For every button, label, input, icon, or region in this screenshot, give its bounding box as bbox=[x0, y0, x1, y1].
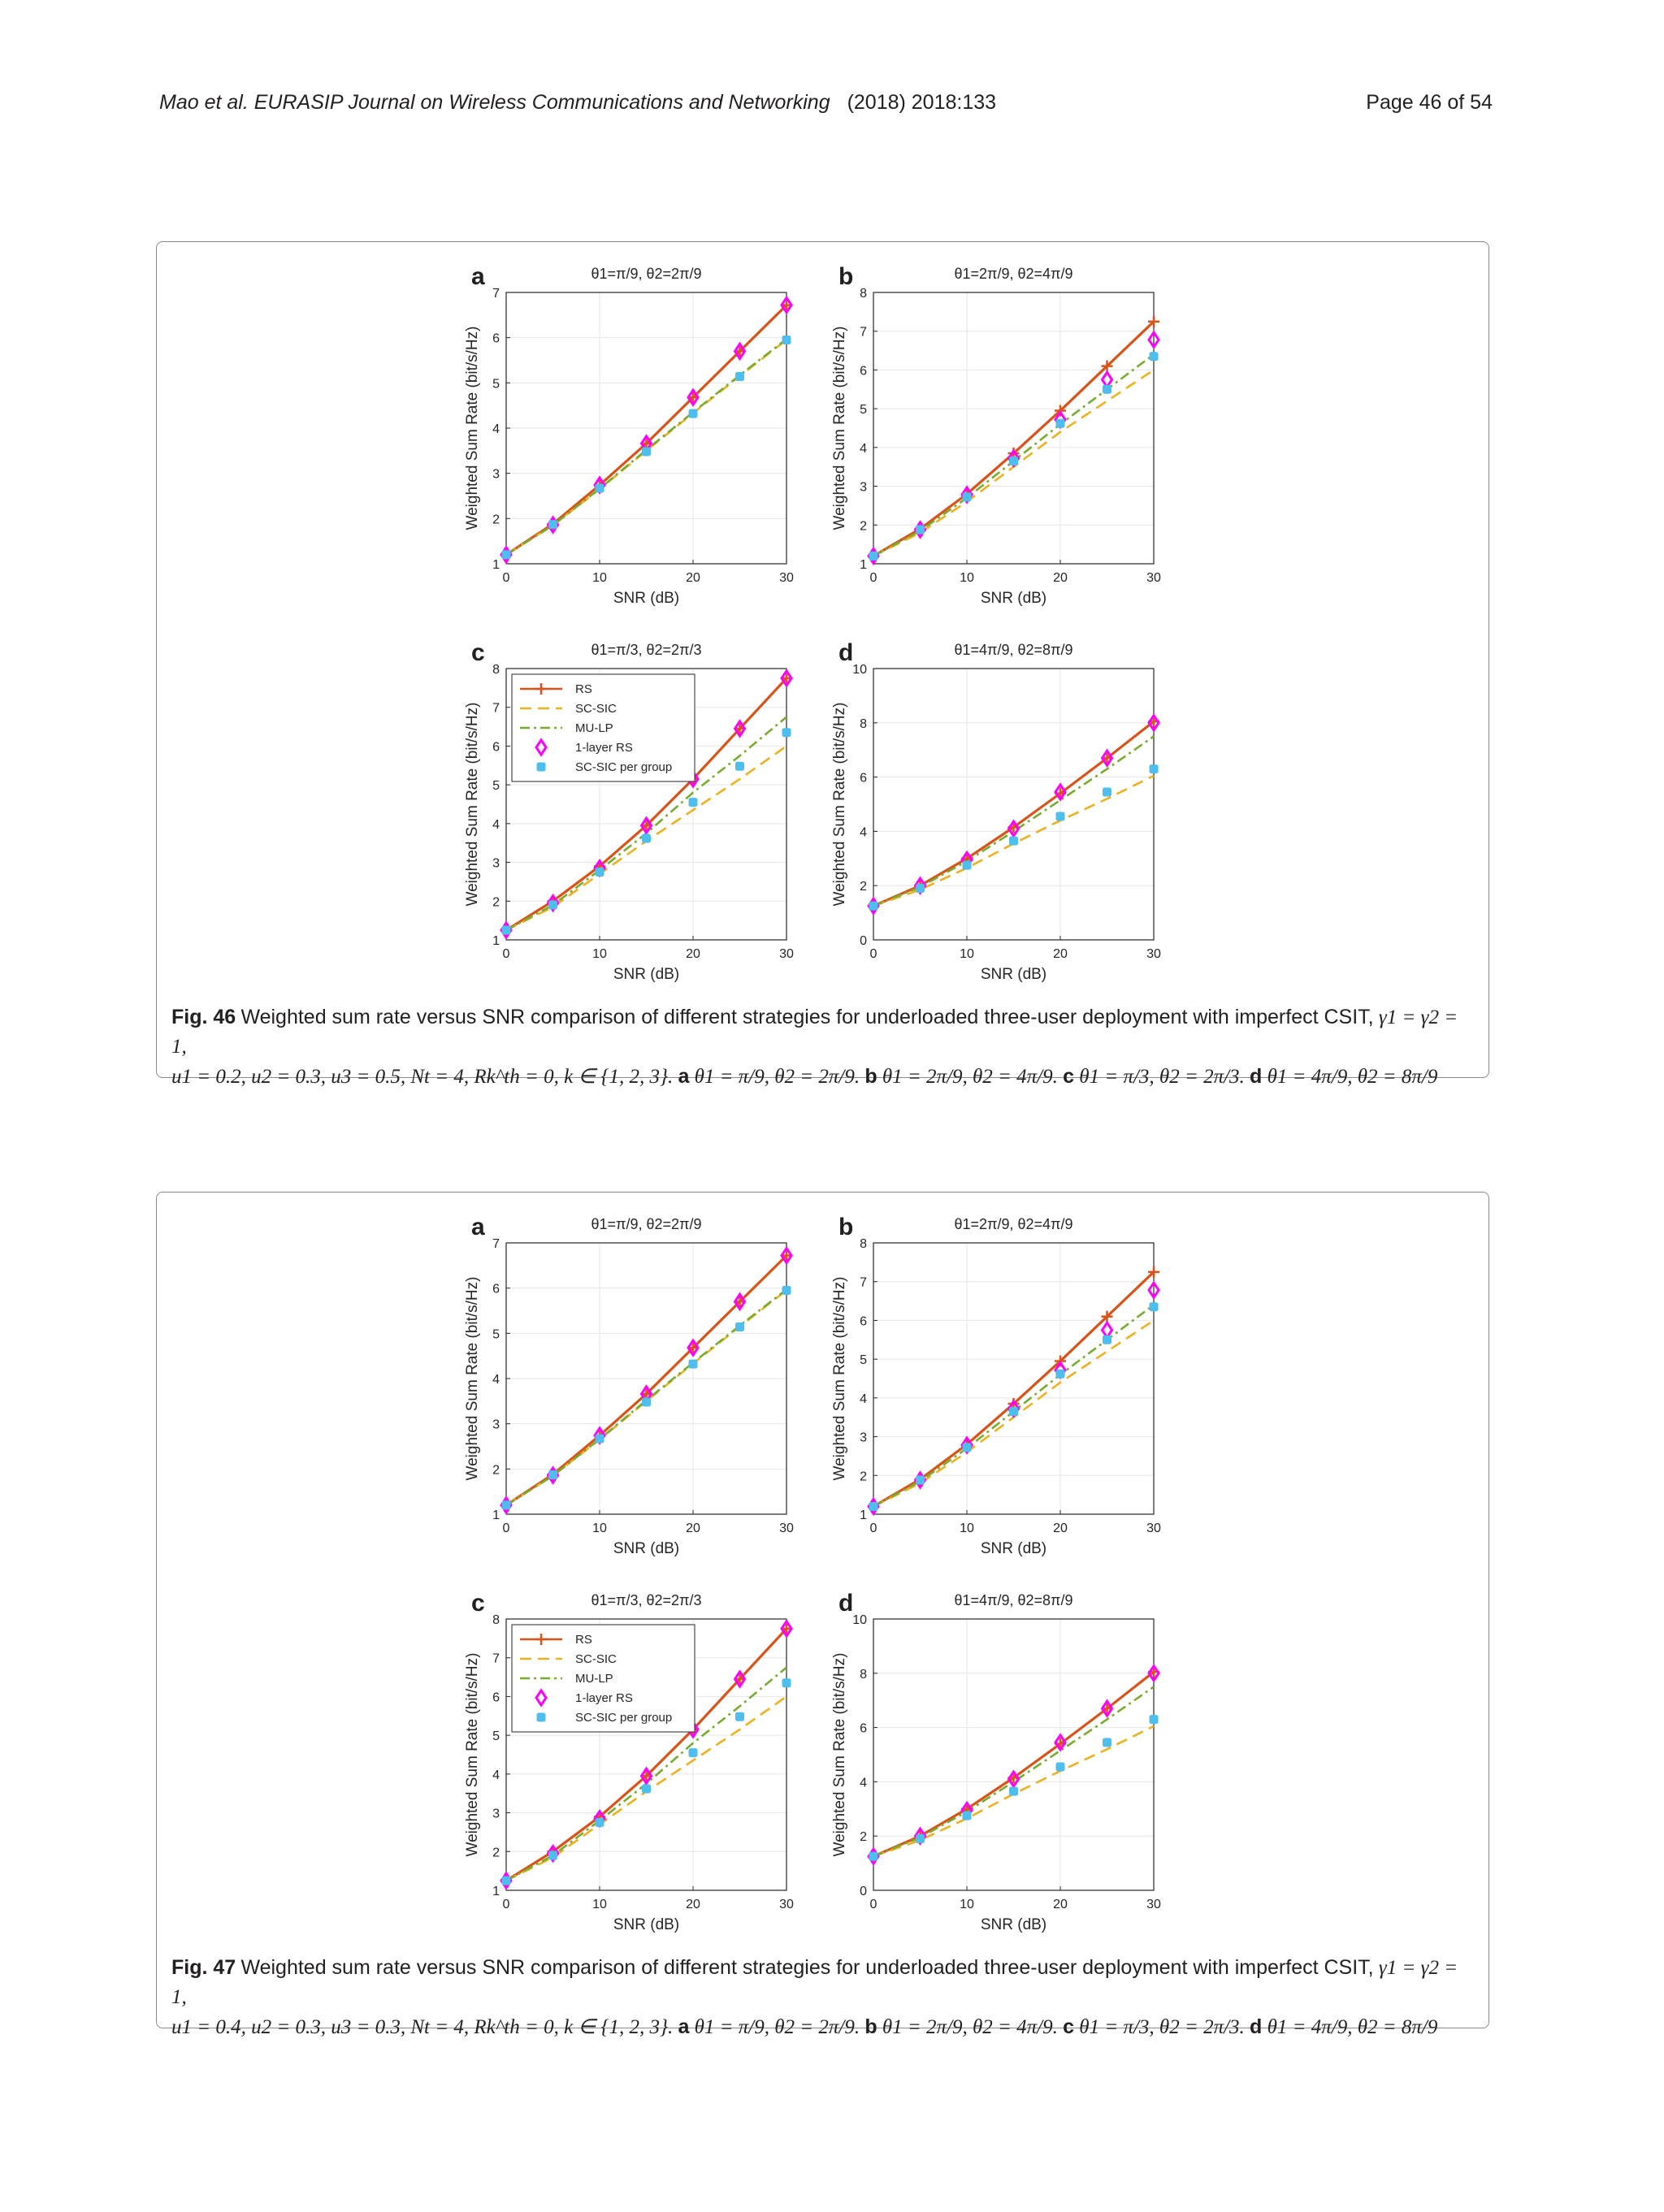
plot-frame bbox=[873, 1619, 1154, 1890]
y-tick-label: 5 bbox=[492, 779, 500, 794]
data-point-sc-sic-per-group bbox=[502, 926, 510, 934]
caption-label: Fig. 46 bbox=[171, 1006, 236, 1028]
y-tick-label: 2 bbox=[860, 519, 867, 534]
y-axis-label: Weighted Sum Rate (bit/s/Hz) bbox=[831, 326, 848, 530]
running-head bbox=[159, 91, 996, 115]
y-tick-label: 6 bbox=[492, 740, 500, 755]
running-head-authors: Mao et al. bbox=[159, 91, 249, 114]
running-head-journal: EURASIP Journal on Wireless Communications and Networking bbox=[254, 91, 830, 114]
panel-letter-d: d bbox=[838, 1590, 854, 1617]
plot-frame bbox=[873, 669, 1154, 940]
data-point-sc-sic-per-group bbox=[1056, 1370, 1064, 1378]
x-axis-label: SNR (dB) bbox=[980, 966, 1047, 983]
y-tick-label: 0 bbox=[860, 1885, 867, 1898]
data-point-sc-sic-per-group bbox=[782, 335, 791, 344]
data-point-sc-sic-per-group bbox=[782, 1679, 791, 1687]
x-tick-label: 30 bbox=[1146, 947, 1161, 961]
y-tick-label: 1 bbox=[492, 1885, 500, 1898]
data-point-sc-sic-per-group bbox=[596, 868, 604, 877]
page-number: Page 46 of 54 bbox=[1366, 91, 1493, 114]
data-point-sc-sic-per-group bbox=[736, 373, 744, 381]
y-axis-label: Weighted Sum Rate (bit/s/Hz) bbox=[831, 1276, 848, 1481]
panel-letter-c: c bbox=[471, 639, 485, 666]
legend-label: 1-layer RS bbox=[575, 741, 633, 755]
x-axis-label: SNR (dB) bbox=[613, 590, 680, 607]
legend-label: SC-SIC bbox=[575, 1652, 617, 1666]
y-tick-label: 4 bbox=[860, 441, 867, 456]
y-tick-label: 10 bbox=[852, 663, 867, 677]
data-point-sc-sic-per-group bbox=[596, 1435, 604, 1443]
x-tick-label: 30 bbox=[1146, 1522, 1161, 1535]
legend-marker bbox=[537, 763, 545, 771]
x-axis-label: SNR (dB) bbox=[980, 1916, 1047, 1933]
y-tick-label: 6 bbox=[860, 1314, 867, 1329]
data-point-sc-sic-per-group bbox=[1150, 1303, 1158, 1311]
legend-label: SC-SIC per group bbox=[575, 1711, 673, 1725]
caption-panel-d: d bbox=[1250, 1065, 1263, 1088]
legend-label: 1-layer RS bbox=[575, 1691, 633, 1705]
x-tick-label: 20 bbox=[686, 947, 700, 961]
chart-title: θ1=2π/9, θ2=4π/9 bbox=[954, 1216, 1073, 1232]
caption-label: Fig. 47 bbox=[171, 1956, 236, 1979]
data-point-sc-sic-per-group bbox=[549, 1471, 557, 1479]
figure-47-caption bbox=[171, 1953, 1471, 2042]
data-point-sc-sic-per-group bbox=[1010, 457, 1018, 465]
y-tick-label: 5 bbox=[492, 377, 500, 392]
y-tick-label: 1 bbox=[492, 934, 500, 948]
data-point-sc-sic-per-group bbox=[1103, 788, 1112, 796]
series-line-rs bbox=[873, 721, 1154, 906]
y-tick-label: 4 bbox=[492, 422, 500, 436]
y-tick-label: 6 bbox=[860, 771, 867, 786]
y-tick-label: 1 bbox=[860, 1509, 867, 1522]
data-point-sc-sic-per-group bbox=[1103, 385, 1112, 393]
caption-panel-d-text: θ1 = 4π/9, θ2 = 8π/9 bbox=[1267, 1066, 1438, 1088]
y-axis-label: Weighted Sum Rate (bit/s/Hz) bbox=[464, 1652, 481, 1857]
y-tick-label: 3 bbox=[492, 1807, 500, 1821]
x-tick-label: 20 bbox=[686, 1522, 700, 1535]
data-point-sc-sic-per-group bbox=[782, 1286, 791, 1294]
data-point-sc-sic-per-group bbox=[1056, 419, 1064, 427]
data-point-sc-sic-per-group bbox=[689, 799, 697, 807]
y-tick-label: 5 bbox=[860, 403, 867, 418]
caption-text: Weighted sum rate versus SNR comparison of different strategies for underloaded three-user deployment with imperfect CSIT, bbox=[240, 1006, 1374, 1028]
running-head-citation: (2018) 2018:133 bbox=[847, 91, 997, 114]
x-tick-label: 10 bbox=[960, 571, 974, 585]
caption-panel-b-text: θ1 = 2π/9, θ2 = 4π/9. bbox=[882, 1066, 1058, 1088]
data-point-sc-sic-per-group bbox=[596, 1819, 604, 1827]
y-tick-label: 7 bbox=[492, 701, 500, 716]
panel-letter-b: b bbox=[838, 1214, 854, 1240]
y-tick-label: 7 bbox=[860, 325, 867, 340]
data-point-sc-sic-per-group bbox=[869, 1852, 878, 1860]
x-axis-label: SNR (dB) bbox=[613, 1916, 680, 1933]
y-tick-label: 4 bbox=[492, 817, 500, 832]
caption-panel-b-text: θ1 = 2π/9, θ2 = 4π/9. bbox=[882, 2016, 1058, 2038]
chart-panel-c bbox=[464, 1590, 794, 1933]
y-tick-label: 7 bbox=[492, 1651, 500, 1666]
data-point-sc-sic-per-group bbox=[1103, 1335, 1112, 1344]
data-point-sc-sic-per-group bbox=[869, 902, 878, 910]
x-tick-label: 10 bbox=[960, 1898, 974, 1911]
series-line-rs bbox=[506, 1256, 786, 1505]
legend-label: MU-LP bbox=[575, 1672, 613, 1686]
y-tick-label: 6 bbox=[860, 364, 867, 379]
y-tick-label: 4 bbox=[492, 1768, 500, 1782]
data-point-sc-sic-per-group bbox=[643, 448, 651, 456]
caption-panel-a: a bbox=[678, 2015, 690, 2038]
y-tick-label: 8 bbox=[860, 1237, 867, 1251]
caption-panel-c: c bbox=[1063, 1065, 1075, 1088]
x-tick-label: 0 bbox=[502, 947, 510, 961]
data-point-sc-sic-per-group bbox=[1056, 812, 1064, 820]
data-point-1-layer-rs bbox=[1103, 1322, 1112, 1337]
figure-46 bbox=[156, 241, 1489, 1088]
data-point-1-layer-rs bbox=[1103, 372, 1112, 387]
caption-panel-a-text: θ1 = π/9, θ2 = 2π/9. bbox=[694, 1066, 860, 1088]
figure-47-plots bbox=[157, 1193, 1490, 2029]
chart-panel-d bbox=[831, 1590, 1161, 1933]
y-tick-label: 5 bbox=[492, 1327, 500, 1342]
y-tick-label: 4 bbox=[860, 825, 867, 840]
x-tick-label: 10 bbox=[592, 571, 607, 585]
data-point-sc-sic-per-group bbox=[963, 1444, 971, 1452]
y-tick-label: 8 bbox=[860, 1667, 867, 1682]
caption-panel-d-text: θ1 = 4π/9, θ2 = 8π/9 bbox=[1267, 2016, 1438, 2038]
x-tick-label: 10 bbox=[960, 947, 974, 961]
x-axis-label: SNR (dB) bbox=[980, 1540, 1047, 1557]
y-tick-label: 2 bbox=[492, 513, 500, 527]
y-axis-label: Weighted Sum Rate (bit/s/Hz) bbox=[464, 1276, 481, 1481]
caption-math-1: γ1 = γ2 = 1, bbox=[171, 1006, 1458, 1058]
series-line-rs bbox=[506, 305, 786, 555]
x-tick-label: 20 bbox=[1053, 947, 1068, 961]
chart-title: θ1=π/9, θ2=2π/9 bbox=[591, 266, 702, 282]
y-tick-label: 3 bbox=[492, 856, 500, 871]
y-axis-label: Weighted Sum Rate (bit/s/Hz) bbox=[831, 702, 848, 907]
x-tick-label: 10 bbox=[960, 1522, 974, 1535]
x-tick-label: 0 bbox=[502, 571, 510, 585]
x-tick-label: 20 bbox=[1053, 571, 1068, 585]
x-tick-label: 30 bbox=[1146, 1898, 1161, 1911]
chart-title: θ1=π/3, θ2=2π/3 bbox=[591, 1592, 702, 1608]
y-tick-label: 6 bbox=[860, 1721, 867, 1736]
data-point-sc-sic-per-group bbox=[1010, 1408, 1018, 1416]
x-tick-label: 10 bbox=[592, 1898, 607, 1911]
chart-title: θ1=π/3, θ2=2π/3 bbox=[591, 642, 702, 658]
y-tick-label: 10 bbox=[852, 1613, 867, 1627]
y-tick-label: 7 bbox=[860, 1275, 867, 1290]
x-tick-label: 30 bbox=[779, 1898, 794, 1911]
y-tick-label: 1 bbox=[492, 558, 500, 572]
y-tick-label: 6 bbox=[492, 331, 500, 346]
data-point-sc-sic-per-group bbox=[869, 1502, 878, 1510]
chart-panel-d bbox=[831, 639, 1161, 983]
data-point-sc-sic-per-group bbox=[549, 901, 557, 909]
x-tick-label: 30 bbox=[779, 571, 794, 585]
x-axis-label: SNR (dB) bbox=[613, 1540, 680, 1557]
x-tick-label: 0 bbox=[502, 1522, 510, 1535]
data-point-sc-sic-per-group bbox=[736, 1323, 744, 1331]
chart-panel-a bbox=[464, 263, 794, 607]
data-point-sc-sic-per-group bbox=[782, 729, 791, 737]
data-point-sc-sic-per-group bbox=[1103, 1738, 1112, 1747]
data-point-sc-sic-per-group bbox=[549, 521, 557, 529]
chart-title: θ1=π/9, θ2=2π/9 bbox=[591, 1216, 702, 1232]
data-point-sc-sic-per-group bbox=[736, 762, 744, 770]
y-tick-label: 3 bbox=[860, 480, 867, 495]
x-tick-label: 20 bbox=[686, 571, 700, 585]
y-tick-label: 8 bbox=[492, 1613, 500, 1627]
x-axis-label: SNR (dB) bbox=[613, 966, 680, 983]
y-tick-label: 2 bbox=[860, 880, 867, 894]
caption-math-2: u1 = 0.2, u2 = 0.3, u3 = 0.5, Nt = 4, Rk^th = 0, k ∈ {1, 2, 3}. bbox=[171, 1066, 674, 1088]
data-point-sc-sic-per-group bbox=[916, 885, 925, 893]
x-tick-label: 0 bbox=[869, 1898, 878, 1911]
y-tick-label: 7 bbox=[492, 1237, 500, 1251]
data-point-sc-sic-per-group bbox=[963, 861, 971, 869]
x-tick-label: 20 bbox=[1053, 1522, 1068, 1535]
data-point-sc-sic-per-group bbox=[916, 1476, 925, 1484]
data-point-sc-sic-per-group bbox=[549, 1851, 557, 1859]
data-point-sc-sic-per-group bbox=[869, 552, 878, 560]
chart-panel-a bbox=[464, 1214, 794, 1557]
caption-math-1: γ1 = γ2 = 1, bbox=[171, 1957, 1458, 2008]
legend-label: SC-SIC per group bbox=[575, 760, 673, 774]
x-tick-label: 0 bbox=[869, 1522, 878, 1535]
data-point-sc-sic-per-group bbox=[1150, 353, 1158, 361]
x-tick-label: 0 bbox=[869, 571, 878, 585]
data-point-sc-sic-per-group bbox=[916, 526, 925, 534]
chart-title: θ1=2π/9, θ2=4π/9 bbox=[954, 266, 1073, 282]
y-tick-label: 3 bbox=[492, 1418, 500, 1432]
y-tick-label: 2 bbox=[492, 895, 500, 910]
y-tick-label: 0 bbox=[860, 934, 867, 948]
x-tick-label: 10 bbox=[592, 947, 607, 961]
y-tick-label: 2 bbox=[860, 1830, 867, 1845]
y-tick-label: 3 bbox=[492, 467, 500, 482]
data-point-sc-sic-per-group bbox=[963, 493, 971, 501]
y-tick-label: 2 bbox=[492, 1846, 500, 1860]
legend-label: RS bbox=[575, 1633, 592, 1647]
figure-47 bbox=[156, 1192, 1489, 2038]
data-point-sc-sic-per-group bbox=[502, 1501, 510, 1509]
plot-frame bbox=[873, 1243, 1154, 1514]
y-tick-label: 4 bbox=[492, 1373, 500, 1387]
y-tick-label: 4 bbox=[860, 1392, 867, 1406]
chart-panel-b bbox=[831, 1214, 1161, 1557]
caption-panel-c-text: θ1 = π/3, θ2 = 2π/3. bbox=[1079, 1066, 1245, 1088]
caption-panel-b: b bbox=[864, 1065, 878, 1088]
series-line-rs bbox=[873, 322, 1154, 556]
data-point-sc-sic-per-group bbox=[1150, 765, 1158, 773]
y-tick-label: 1 bbox=[492, 1509, 500, 1522]
caption-panel-d: d bbox=[1250, 2015, 1263, 2038]
y-tick-label: 8 bbox=[860, 287, 867, 301]
chart-title: θ1=4π/9, θ2=8π/9 bbox=[954, 1592, 1073, 1608]
data-point-sc-sic-per-group bbox=[689, 1360, 697, 1368]
series-line-rs bbox=[873, 1672, 1154, 1856]
panel-letter-c: c bbox=[471, 1590, 485, 1617]
caption-panel-b: b bbox=[864, 2015, 878, 2038]
caption-panel-c: c bbox=[1063, 2015, 1075, 2038]
x-tick-label: 20 bbox=[686, 1898, 700, 1911]
legend-label: MU-LP bbox=[575, 721, 613, 735]
data-point-sc-sic-per-group bbox=[643, 834, 651, 842]
chart-panel-c bbox=[464, 639, 794, 983]
data-point-sc-sic-per-group bbox=[643, 1785, 651, 1793]
caption-panel-a-text: θ1 = π/9, θ2 = 2π/9. bbox=[694, 2016, 860, 2038]
data-point-sc-sic-per-group bbox=[502, 1877, 510, 1885]
legend-marker bbox=[537, 1713, 545, 1721]
data-point-sc-sic-per-group bbox=[963, 1812, 971, 1820]
x-tick-label: 10 bbox=[592, 1522, 607, 1535]
plot-frame bbox=[873, 292, 1154, 564]
caption-panel-a: a bbox=[678, 1065, 690, 1088]
data-point-sc-sic-per-group bbox=[502, 551, 510, 559]
x-tick-label: 30 bbox=[1146, 571, 1161, 585]
y-tick-label: 2 bbox=[860, 1470, 867, 1484]
y-tick-label: 6 bbox=[492, 1282, 500, 1296]
y-axis-label: Weighted Sum Rate (bit/s/Hz) bbox=[464, 702, 481, 907]
y-tick-label: 1 bbox=[860, 558, 867, 572]
y-tick-label: 7 bbox=[492, 287, 500, 301]
x-tick-label: 20 bbox=[1053, 1898, 1068, 1911]
data-point-sc-sic-per-group bbox=[643, 1398, 651, 1406]
x-tick-label: 30 bbox=[779, 947, 794, 961]
caption-panel-c-text: θ1 = π/3, θ2 = 2π/3. bbox=[1079, 2016, 1245, 2038]
data-point-sc-sic-per-group bbox=[689, 409, 697, 418]
data-point-sc-sic-per-group bbox=[1150, 1716, 1158, 1724]
series-line-rs bbox=[873, 1272, 1154, 1507]
y-axis-label: Weighted Sum Rate (bit/s/Hz) bbox=[464, 326, 481, 530]
x-tick-label: 0 bbox=[869, 947, 878, 961]
y-tick-label: 2 bbox=[492, 1463, 500, 1478]
chart-panel-b bbox=[831, 263, 1161, 607]
y-tick-label: 3 bbox=[860, 1431, 867, 1445]
data-point-sc-sic-per-group bbox=[916, 1835, 925, 1843]
x-tick-label: 30 bbox=[779, 1522, 794, 1535]
x-tick-label: 0 bbox=[502, 1898, 510, 1911]
data-point-sc-sic-per-group bbox=[1010, 1787, 1018, 1795]
panel-letter-a: a bbox=[471, 1214, 485, 1240]
panel-letter-d: d bbox=[838, 639, 854, 666]
panel-letter-b: b bbox=[838, 263, 854, 290]
data-point-sc-sic-per-group bbox=[689, 1749, 697, 1757]
figure-46-caption bbox=[171, 1002, 1471, 1092]
y-axis-label: Weighted Sum Rate (bit/s/Hz) bbox=[831, 1652, 848, 1857]
data-point-sc-sic-per-group bbox=[736, 1712, 744, 1721]
caption-math-2: u1 = 0.4, u2 = 0.3, u3 = 0.3, Nt = 4, Rk^th = 0, k ∈ {1, 2, 3}. bbox=[171, 2016, 674, 2038]
panel-letter-a: a bbox=[471, 263, 485, 290]
y-tick-label: 8 bbox=[860, 716, 867, 731]
data-point-sc-sic-per-group bbox=[1056, 1763, 1064, 1771]
figure-46-plots bbox=[157, 242, 1490, 1079]
legend-label: RS bbox=[575, 682, 592, 696]
caption-text: Weighted sum rate versus SNR comparison of different strategies for underloaded three-user deployment with imperfect CSIT, bbox=[240, 1956, 1374, 1979]
data-point-sc-sic-per-group bbox=[596, 484, 604, 492]
y-tick-label: 6 bbox=[492, 1690, 500, 1705]
y-tick-label: 5 bbox=[860, 1353, 867, 1368]
y-tick-label: 8 bbox=[492, 663, 500, 677]
data-point-sc-sic-per-group bbox=[1010, 837, 1018, 845]
y-tick-label: 5 bbox=[492, 1729, 500, 1744]
legend-label: SC-SIC bbox=[575, 702, 617, 716]
x-axis-label: SNR (dB) bbox=[980, 590, 1047, 607]
y-tick-label: 4 bbox=[860, 1776, 867, 1790]
chart-title: θ1=4π/9, θ2=8π/9 bbox=[954, 642, 1073, 658]
